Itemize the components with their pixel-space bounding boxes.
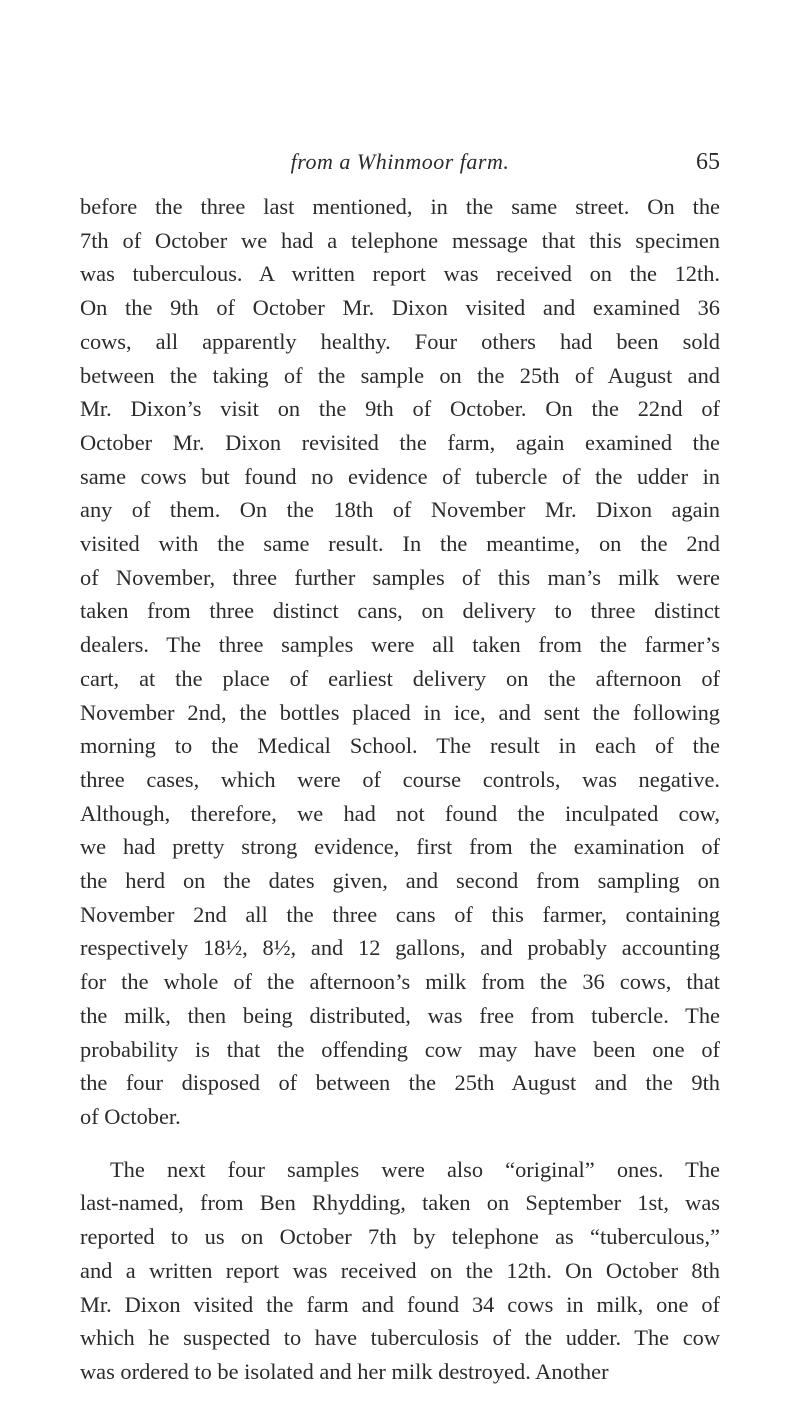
text-line: November 2nd all the three cans of this farmer, containing	[80, 901, 720, 927]
text-line: 7th of October we had a telephone message that this specimen	[80, 227, 720, 253]
text-line: which he suspected to have tuberculosis of the udder. The cow	[80, 1325, 720, 1351]
text-line: cart, at the place of earliest delivery on the afternoon of	[80, 665, 720, 691]
page-number: 65	[696, 149, 720, 175]
text-line: the four disposed of between the 25th August and the 9th	[80, 1070, 720, 1096]
text-line: The next four samples were also “original” ones. The	[110, 1156, 720, 1182]
text-line: reported to us on October 7th by telephone as “tuberculous,”	[80, 1224, 720, 1250]
text-line: November 2nd, the bottles placed in ice, and sent the following	[80, 699, 720, 725]
text-line: On the 9th of October Mr. Dixon visited and examined 36	[80, 295, 720, 321]
text-line: morning to the Medical School. The result in each of the	[80, 733, 720, 759]
text-line: cows, all apparently healthy. Four others had been sold	[80, 328, 720, 354]
text-line: taken from three distinct cans, on delivery to three distinct	[80, 598, 720, 624]
text-line: was tuberculous. A written report was received on the 12th.	[80, 261, 720, 287]
text-line: same cows but found no evidence of tubercle of the udder in	[80, 463, 720, 489]
text-line: visited with the same result. In the meantime, on the 2nd	[80, 531, 720, 557]
text-line: the herd on the dates given, and second from sampling on	[80, 868, 720, 894]
text-line: of November, three further samples of this man’s milk were	[80, 564, 720, 590]
text-line: was ordered to be isolated and her milk destroyed. Another	[80, 1358, 609, 1384]
body-text	[80, 190, 720, 1389]
text-line: we had pretty strong evidence, first from the examination of	[80, 834, 720, 860]
text-line: before the three last mentioned, in the same street. On the	[80, 194, 720, 219]
text-line: last-named, from Ben Rhydding, taken on September 1st, was	[80, 1190, 720, 1216]
text-line: October Mr. Dixon revisited the farm, again examined the	[80, 429, 720, 455]
text-line: Mr. Dixon visited the farm and found 34 cows in milk, one of	[80, 1291, 720, 1317]
text-line: for the whole of the afternoon’s milk from the 36 cows, that	[80, 969, 720, 995]
paragraph-1	[80, 190, 720, 1134]
text-line: and a written report was received on the 12th. On October 8th	[80, 1257, 720, 1283]
running-title: from a Whinmoor farm.	[290, 149, 510, 174]
text-line: respectively 18½, 8½, and 12 gallons, and probably accounting	[80, 935, 720, 961]
text-line: any of them. On the 18th of November Mr. Dixon again	[80, 497, 720, 523]
text-line: the milk, then being distributed, was free from tubercle. The	[80, 1002, 720, 1028]
text-line: of October.	[80, 1103, 181, 1129]
text-line: between the taking of the sample on the 25th of August and	[80, 362, 720, 388]
text-line: probability is that the offending cow may have been one of	[80, 1036, 720, 1062]
text-line: Mr. Dixon’s visit on the 9th of October. On the 22nd of	[80, 396, 720, 422]
text-line: three cases, which were of course controls, was negative.	[80, 766, 720, 792]
text-line: dealers. The three samples were all taken from the farmer’s	[80, 632, 720, 658]
paragraph-2	[80, 1153, 720, 1389]
running-head	[80, 149, 720, 179]
text-line: Although, therefore, we had not found the inculpated cow,	[80, 800, 720, 826]
